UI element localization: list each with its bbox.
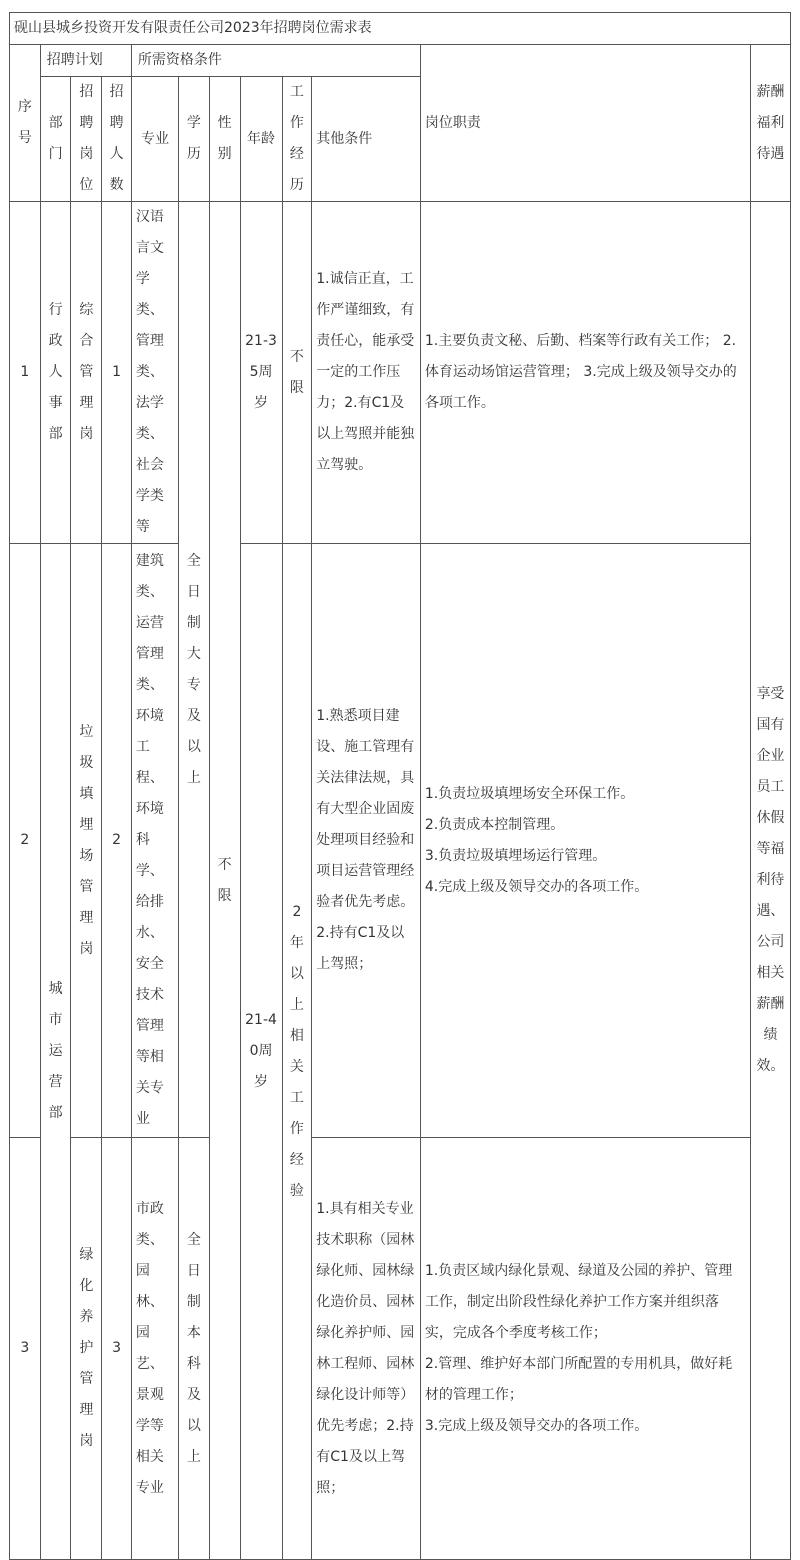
table-row xyxy=(10,1138,791,1560)
row2-count: 2 xyxy=(102,544,132,1138)
age-shared-rows-2-3: 21-40周岁 xyxy=(240,544,282,1560)
recruitment-table xyxy=(9,12,791,1560)
header-group-plan: 招聘计划 xyxy=(40,45,131,77)
header-experience: 工作经历 xyxy=(282,77,312,202)
row2-position: 垃圾填埋场管理岗 xyxy=(71,544,102,1138)
table-title: 砚山县城乡投资开发有限责任公司2023年招聘岗位需求表 xyxy=(10,13,791,45)
education-shared-rows-1-2: 全日制大专及以上 xyxy=(179,202,210,1138)
row1-dept: 行政人事部 xyxy=(40,202,71,544)
group-header-row xyxy=(10,45,791,77)
salary-shared: 享受国有企业员工休假等福利待遇、公司相关薪酬绩效。 xyxy=(750,202,790,1560)
title-row xyxy=(10,13,791,45)
row3-seq: 3 xyxy=(10,1138,41,1560)
row1-age: 21-35周岁 xyxy=(240,202,282,544)
row1-experience: 不限 xyxy=(282,202,312,544)
row3-duties: 1.负责区域内绿化景观、绿道及公园的养护、管理工作，制定出阶段性绿化养护工作方案并组织落实，完成各个季度考核工作； 2.管理、维护好本部门所配置的专用机具，做好耗材的管理工作； 3.完成上级及领导交办的各项工作。 xyxy=(420,1138,750,1560)
recruitment-table-page xyxy=(9,12,791,1560)
dept-shared-rows-2-3: 城市运营部 xyxy=(40,544,71,1560)
experience-shared-rows-2-3: 2年以上相关工作经验 xyxy=(282,544,312,1560)
row1-position: 综合管理岗 xyxy=(71,202,102,544)
header-duties: 岗位职责 xyxy=(420,45,750,202)
row2-other: 1.熟悉项目建设、施工管理有关法律法规，具有大型企业固废处理项目经验和项目运营管理经验者优先考虑。 2.持有C1及以上驾照； xyxy=(312,544,421,1138)
row1-other: 1.诚信正直，工作严谨细致，有责任心，能承受一定的工作压力；2.有C1及以上驾照并能独立驾驶。 xyxy=(312,202,421,544)
row3-position: 绿化养护管理岗 xyxy=(71,1138,102,1560)
header-count: 招聘人数 xyxy=(102,77,132,202)
table-row xyxy=(10,544,791,1138)
row2-seq: 2 xyxy=(10,544,41,1138)
row3-education: 全日制本科及以上 xyxy=(179,1138,210,1560)
row3-count: 3 xyxy=(102,1138,132,1560)
header-other: 其他条件 xyxy=(312,77,421,202)
header-salary: 薪酬福利待遇 xyxy=(750,45,790,202)
header-gender: 性别 xyxy=(209,77,240,202)
row2-duties: 1.负责垃圾填埋场安全环保工作。 2.负责成本控制管理。 3.负责垃圾填埋场运行管理。 4.完成上级及领导交办的各项工作。 xyxy=(420,544,750,1138)
row2-major: 建筑类、运营管理类、环境工程、环境科学、给排水、安全技术管理等相关专业 xyxy=(131,544,178,1138)
header-education: 学历 xyxy=(179,77,210,202)
row1-seq: 1 xyxy=(10,202,41,544)
row1-count: 1 xyxy=(102,202,132,544)
header-position: 招聘岗位 xyxy=(71,77,102,202)
header-age: 年龄 xyxy=(240,77,282,202)
header-group-qualifications: 所需资格条件 xyxy=(131,45,420,77)
row3-major: 市政类、园林、园艺、景观学等相关专业 xyxy=(131,1138,178,1560)
row1-duties: 1.主要负责文秘、后勤、档案等行政有关工作； 2.体育运动场馆运营管理； 3.完成上级及领导交办的各项工作。 xyxy=(420,202,750,544)
row3-other: 1.具有相关专业技术职称（园林绿化师、园林绿化造价员、园林绿化养护师、园林工程师、园林绿化设计师等）优先考虑；2.持有C1及以上驾照； xyxy=(312,1138,421,1560)
gender-shared: 不限 xyxy=(209,202,240,1560)
header-seq: 序号 xyxy=(10,45,41,202)
header-dept: 部门 xyxy=(40,77,71,202)
row1-major: 汉语言文学类、管理类、法学类、社会学类等 xyxy=(131,202,178,544)
table-row xyxy=(10,202,791,544)
header-major: 专业 xyxy=(131,77,178,202)
